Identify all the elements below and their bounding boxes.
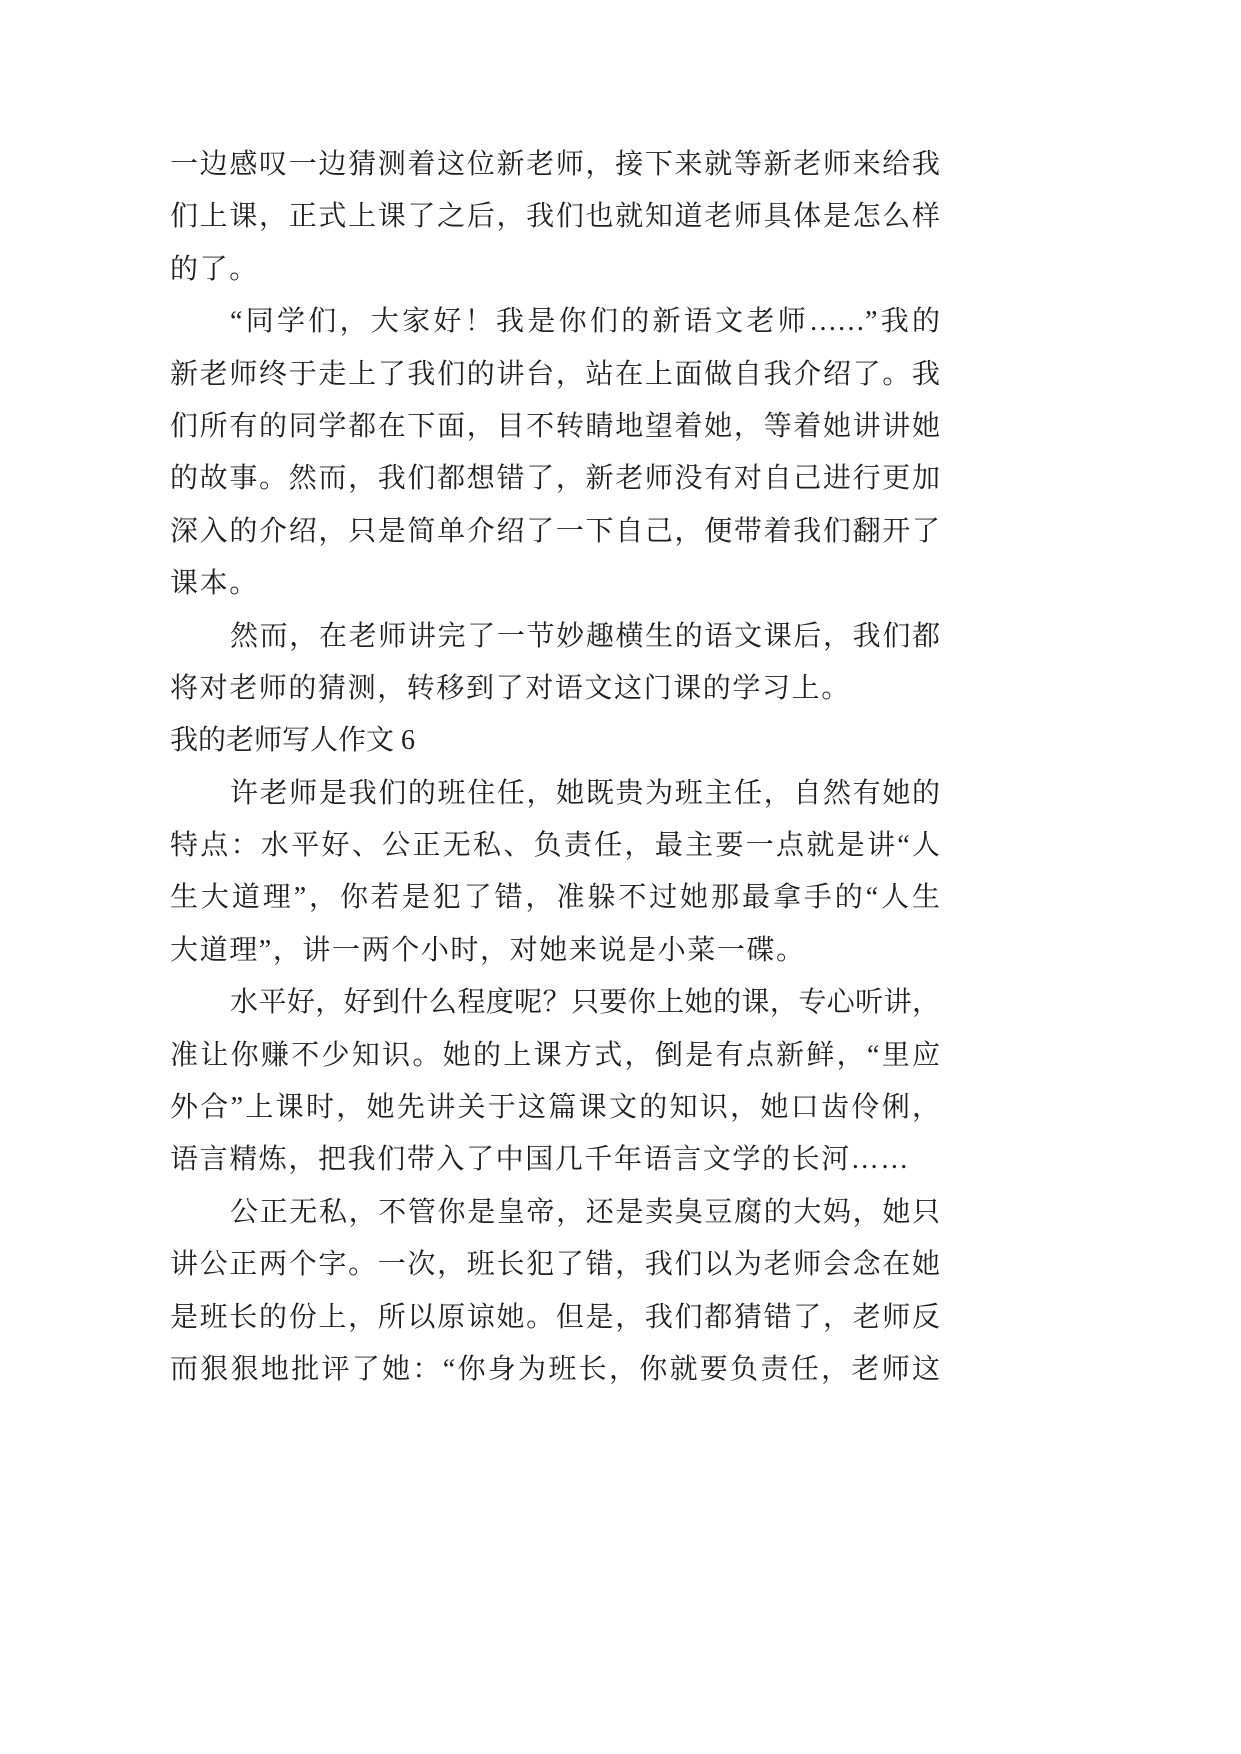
text-line: 外合”上课时，她先讲关于这篇课文的知识，她口齿伶俐， bbox=[170, 1092, 940, 1124]
section-heading: 我的老师写人作文 6 bbox=[170, 725, 416, 757]
text-line: 大道理”，讲一两个小时，对她来说是小菜一碟。 bbox=[170, 934, 806, 966]
text-line: 深入的介绍，只是简单介绍了一下自己，便带着我们翻开了 bbox=[170, 515, 940, 547]
text-line: 生大道理”，你若是犯了错，准躲不过她那最拿手的“人生 bbox=[170, 882, 940, 914]
text-line: 公正无私，不管你是皇帝，还是卖臭豆腐的大妈，她只 bbox=[230, 1196, 940, 1228]
paragraph bbox=[170, 1187, 940, 1397]
text-line: 而狠狠地批评了她：“你身为班长，你就要负责任，老师这 bbox=[170, 1353, 940, 1385]
text-line: 的故事。然而，我们都想错了，新老师没有对自己进行更加 bbox=[170, 463, 940, 495]
article-body bbox=[170, 139, 940, 1396]
text-line: 课本。 bbox=[170, 568, 259, 600]
text-line: 是班长的份上，所以原谅她。但是，我们都猜错了，老师反 bbox=[170, 1301, 940, 1333]
text-line: 然而，在老师讲完了一节妙趣横生的语文课后，我们都 bbox=[230, 620, 940, 652]
text-line: 语言精炼，把我们带入了中国几千年语言文学的长河…… bbox=[170, 1144, 911, 1176]
text-line: 们所有的同学都在下面，目不转睛地望着她，等着她讲讲她 bbox=[170, 410, 940, 442]
text-line: 许老师是我们的班住任，她既贵为班主任，自然有她的 bbox=[230, 777, 940, 809]
paragraph bbox=[170, 611, 940, 716]
text-line: 特点：水平好、公正无私、负责任，最主要一点就是讲“人 bbox=[170, 830, 940, 862]
text-line: 们上课，正式上课了之后，我们也就知道老师具体是怎么样 bbox=[170, 201, 940, 233]
text-line: 一边感叹一边猜测着这位新老师，接下来就等新老师来给我 bbox=[170, 149, 940, 180]
text-line: 将对老师的猜测，转移到了对语文这门课的学习上。 bbox=[170, 672, 851, 704]
text-line: 准让你赚不少知识。她的上课方式，倒是有点新鲜，“里应 bbox=[170, 1039, 940, 1071]
paragraph bbox=[170, 139, 940, 296]
paragraph bbox=[170, 977, 940, 1187]
text-line: 水平好，好到什么程度呢？只要你上她的课，专心听讲， bbox=[230, 987, 940, 1019]
text-line: “同学们，大家好！我是你们的新语文老师……”我的 bbox=[230, 306, 940, 338]
paragraph bbox=[170, 296, 940, 610]
paragraph bbox=[170, 768, 940, 978]
text-line: 新老师终于走上了我们的讲台，站在上面做自我介绍了。我 bbox=[170, 358, 940, 390]
text-line: 讲公正两个字。一次，班长犯了错，我们以为老师会念在她 bbox=[170, 1249, 940, 1281]
text-line: 的了。 bbox=[170, 253, 259, 285]
